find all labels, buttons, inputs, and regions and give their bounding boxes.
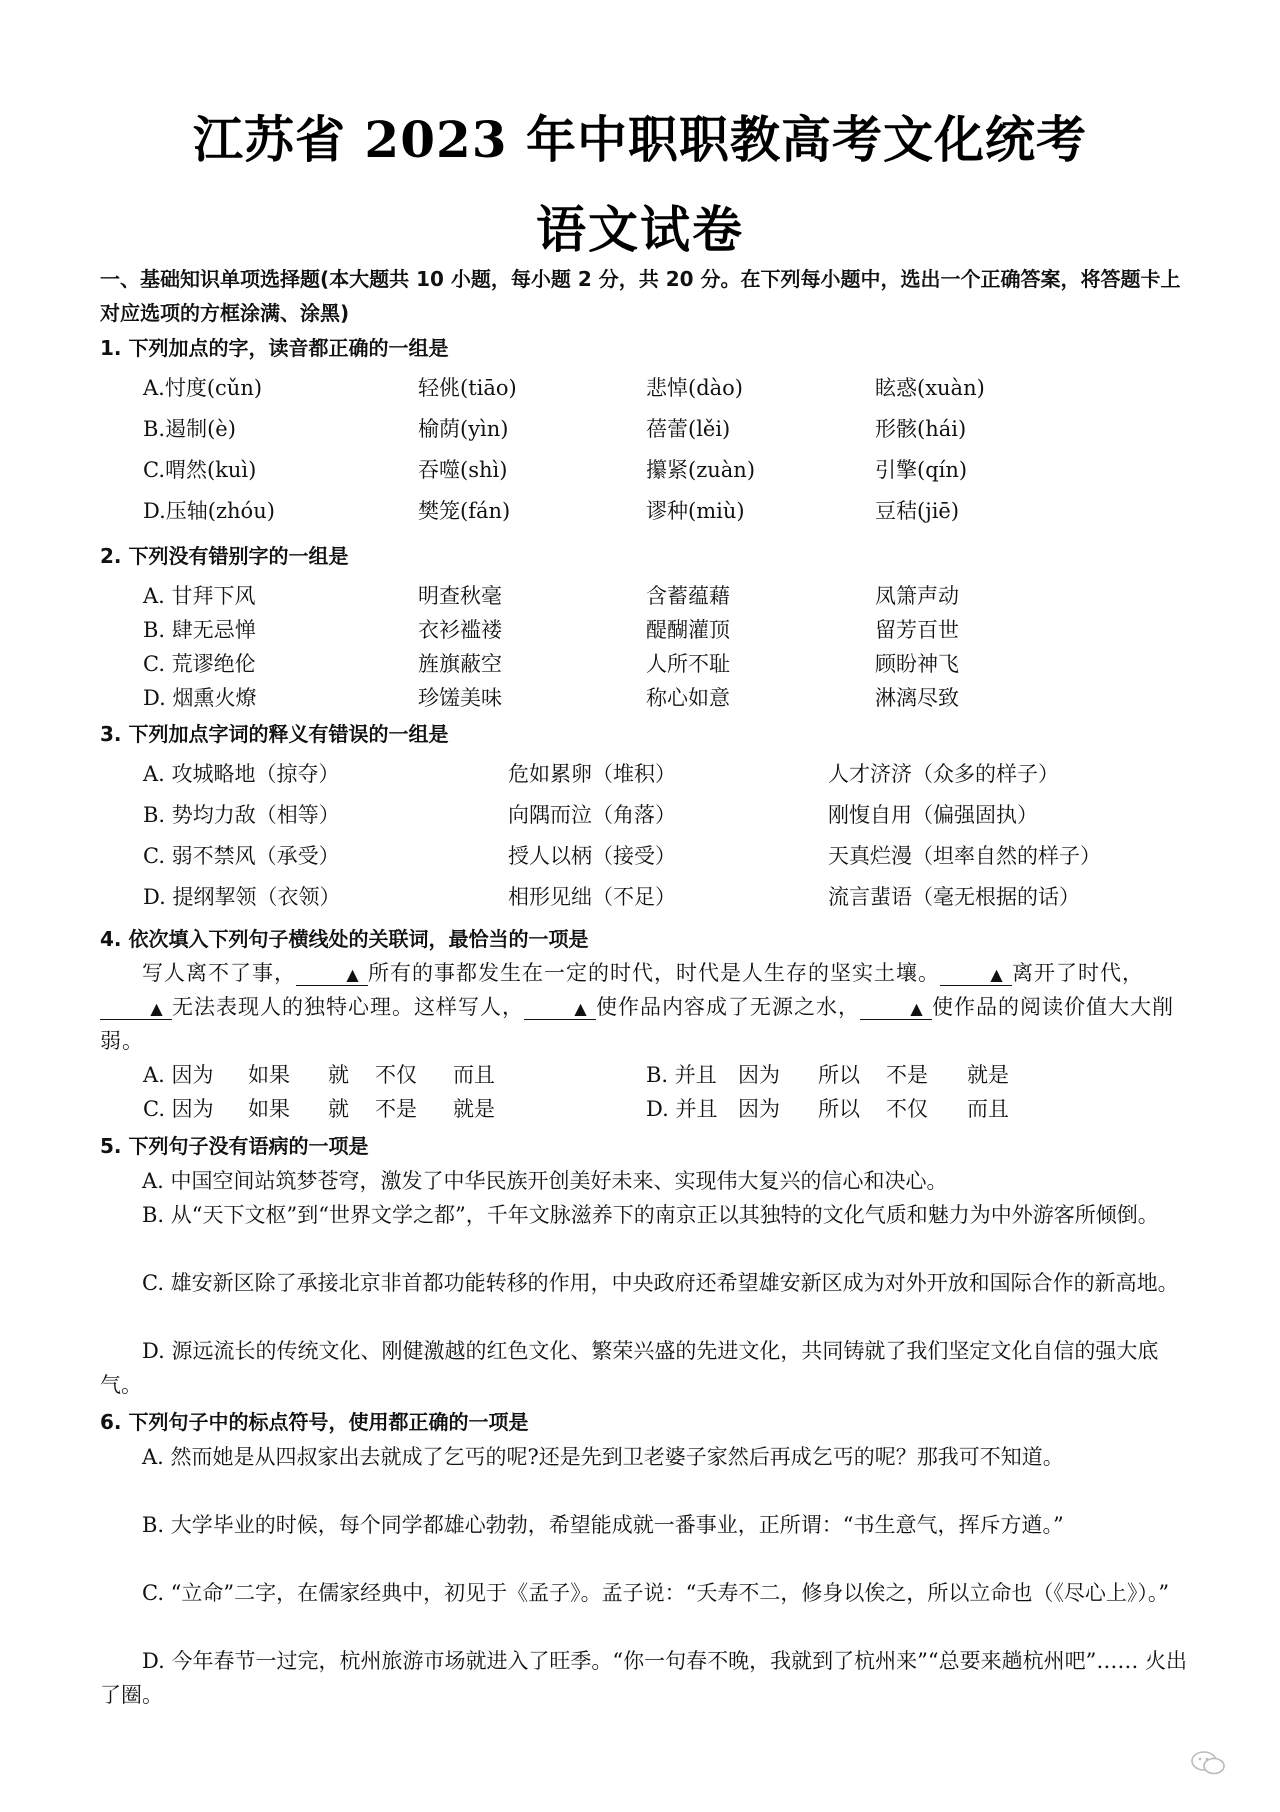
q2-b-2: 衣衫褴褛 [418,618,502,642]
q3-d-1: D. 提纲挈领（衣领） [143,885,341,909]
q4-d-3: 所以 [818,1097,860,1121]
q3-d-2: 相形见绌（不足） [508,885,676,909]
q2-row-a [0,580,1280,614]
q3-c-3: 天真烂漫（坦率自然的样子） [828,844,1101,868]
q1-b-4: 形骸(hái) [875,417,967,441]
q1-d-3: 谬种(miù) [646,499,745,523]
q2-a-2: 明查秋毫 [418,584,502,608]
q4-blank-1: ▲ [296,965,368,986]
q5-option-d: D. 源远流长的传统文化、刚健激越的红色文化、繁荣兴盛的先进文化，共同铸就了我们坚定文化自信的强大底气。 [100,1339,1159,1397]
q2-c-1: C. 荒谬绝伦 [143,652,256,676]
q4-c-4: 不是 [375,1097,417,1121]
q5-option-a: A. 中国空间站筑梦苍穹，激发了中华民族开创美好未来、实现伟大复兴的信心和决心。 [142,1169,948,1193]
q6-option-c: C. “立命”二字，在儒家经典中，初见于《孟子》。孟子说：“夭寿不二，修身以俟之，所以立命也（《尽心上》）。” [142,1581,1170,1605]
q2-stem: 2. 下列没有错别字的一组是 [100,544,349,568]
q1-b-1: B.遏制(è) [143,417,236,441]
q3-row-a [0,758,1280,792]
q1-a-3: 悲悼(dào) [646,376,743,400]
q4-blank-5: ▲ [860,999,932,1020]
q3-b-2: 向隅而泣（角落） [508,803,676,827]
q4-blank-4: ▲ [524,999,596,1020]
q1-c-2: 吞噬(shì) [418,458,508,482]
wechat-watermark-icon [1188,1748,1228,1778]
q4-a-3: 就 [328,1063,349,1087]
q6-option-b: B. 大学毕业的时候，每个同学都雄心勃勃，希望能成就一番事业，正所谓：“书生意气，挥斥方遒。” [142,1513,1064,1537]
q2-d-1: D. 烟熏火燎 [143,686,257,710]
q1-c-1: C.喟然(kuì) [143,458,257,482]
q1-row-c [0,454,1280,488]
q3-stem: 3. 下列加点字词的释义有错误的一组是 [100,722,449,746]
q1-d-4: 豆秸(jiē) [875,499,960,523]
q1-a-2: 轻佻(tiāo) [418,376,517,400]
q6-option-a: A. 然而她是从四叔家出去就成了乞丐的呢?还是先到卫老婆子家然后再成乞丐的呢？那我可不知道。 [142,1445,1064,1469]
q4-row-ab [0,1059,1280,1093]
q4-text-2: 所有的事都发生在一定的时代，时代是人生存的坚实土壤。 [368,961,940,985]
exam-title: 江苏省 2023 年中职职教高考文化统考 [193,110,1087,169]
q4-c-5: 就是 [453,1097,495,1121]
q3-c-2: 授人以柄（接受） [508,844,676,868]
q4-d-5: 而且 [967,1097,1009,1121]
q1-row-d [0,495,1280,529]
q4-d-2: 因为 [738,1097,780,1121]
q3-row-b [0,799,1280,833]
q3-row-d [0,881,1280,915]
q1-c-4: 引擎(qín) [875,458,968,482]
q4-blank-2: ▲ [940,965,1012,986]
q4-b-5: 就是 [967,1063,1009,1087]
q6-option-d: D. 今年春节一过完，杭州旅游市场就进入了旺季。“你一句春不晚，我就到了杭州来”“总要来趟杭州吧”…… 火出了圈。 [100,1649,1188,1707]
q2-c-4: 顾盼神飞 [875,652,959,676]
q3-a-1: A. 攻城略地（掠夺） [143,762,340,786]
q4-stem: 4. 依次填入下列句子横线处的关联词，最恰当的一项是 [100,927,589,951]
q2-a-1: A. 甘拜下风 [143,584,256,608]
q4-text-1: 写人离不了事， [142,961,296,985]
q3-b-3: 刚愎自用（偏强固执） [828,803,1038,827]
q4-a-4: 不仅 [375,1063,417,1087]
q2-a-3: 含蓄蕴藉 [646,584,730,608]
q4-c-1: C. 因为 [143,1097,214,1121]
q2-a-4: 凤箫声动 [875,584,959,608]
q1-d-1: D.压轴(zhóu) [143,499,275,523]
q5-option-b: B. 从“天下文枢”到“世界文学之都”，千年文脉滋养下的南京正以其独特的文化气质和魅力为中外游客所倾倒。 [142,1203,1159,1227]
q4-a-2: 如果 [248,1063,290,1087]
q1-row-a [0,372,1280,406]
q2-row-c [0,648,1280,682]
q2-d-2: 珍馐美味 [418,686,502,710]
q4-a-1: A. 因为 [143,1063,214,1087]
q4-a-5: 而且 [453,1063,495,1087]
q2-c-2: 旌旗蔽空 [418,652,502,676]
q1-a-4: 眩惑(xuàn) [875,376,985,400]
q3-a-3: 人才济济（众多的样子） [828,762,1059,786]
q4-text-4: 无法表现人的独特心理。这样写人， [172,995,524,1019]
q4-b-1: B. 并且 [646,1063,717,1087]
q4-text-5: 使作品内容成了无源之水， [596,995,860,1019]
q3-b-1: B. 势均力敌（相等） [143,803,340,827]
q4-b-2: 因为 [738,1063,780,1087]
q1-c-3: 攥紧(zuàn) [646,458,756,482]
q3-row-c [0,840,1280,874]
q4-b-4: 不是 [886,1063,928,1087]
q2-b-1: B. 肆无忌惮 [143,618,256,642]
q4-row-cd [0,1093,1280,1127]
q5-stem: 5. 下列句子没有语病的一项是 [100,1134,369,1158]
q6-stem: 6. 下列句子中的标点符号，使用都正确的一项是 [100,1410,529,1434]
q1-stem: 1. 下列加点的字，读音都正确的一组是 [100,336,449,360]
q5-option-c: C. 雄安新区除了承接北京非首都功能转移的作用，中央政府还希望雄安新区成为对外开放和国际合作的新高地。 [142,1271,1179,1295]
q2-row-b [0,614,1280,648]
exam-subtitle: 语文试卷 [536,200,744,259]
q4-d-4: 不仅 [886,1097,928,1121]
section-header: 一、基础知识单项选择题(本大题共 10 小题，每小题 2 分，共 20 分。在下列每小题中，选出一个正确答案，将答题卡上对应选项的方框涂满、涂黑) [100,267,1181,325]
q4-text-6: 使作品的阅读价值大大削弱。 [100,995,1174,1053]
q1-a-1: A.忖度(cǔn) [143,376,263,400]
q2-b-4: 留芳百世 [875,618,959,642]
q4-text-3: 离开了时代， [1012,961,1144,985]
q3-c-1: C. 弱不禁风（承受） [143,844,340,868]
q1-b-3: 蓓蕾(lěi) [646,417,731,441]
q2-d-3: 称心如意 [646,686,730,710]
q2-row-d [0,682,1280,716]
q1-row-b [0,413,1280,447]
q4-c-3: 就 [328,1097,349,1121]
q2-d-4: 淋漓尽致 [875,686,959,710]
q2-b-3: 醍醐灌顶 [646,618,730,642]
q4-c-2: 如果 [248,1097,290,1121]
q1-d-2: 樊笼(fán) [418,499,511,523]
q4-blank-3: ▲ [100,999,172,1020]
q1-b-2: 榆荫(yìn) [418,417,509,441]
q3-a-2: 危如累卵（堆积） [508,762,676,786]
q4-d-1: D. 并且 [646,1097,718,1121]
q4-b-3: 所以 [818,1063,860,1087]
q3-d-3: 流言蜚语（毫无根据的话） [828,885,1080,909]
q2-c-3: 人所不耻 [646,652,730,676]
q4-passage [100,956,1190,1058]
